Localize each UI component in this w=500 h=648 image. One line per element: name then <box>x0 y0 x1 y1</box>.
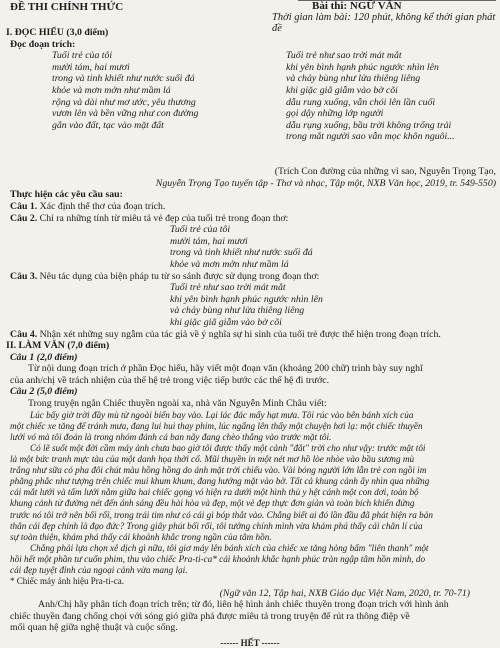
excerpt-line: hồi hết một phần tư cuốn phim, thu vào chiếc Pra-ti-ca* cái khoảnh khắc hạnh phúc tràn ngập tâm hồn mình, do <box>10 553 426 564</box>
poem-line: dẫu rung xuống, vẫn chói lên lần cuối <box>286 96 436 108</box>
poem-line: dẫu rụng xuống, bầu trời không trống trải <box>286 119 452 131</box>
official-exam-label: ĐỀ THI CHÍNH THỨC <box>10 1 124 13</box>
excerpt-line: lưới vó mà tôi đoán là trong nhóm đánh cá ban nãy đang chèo thẳng vào trước mặt tôi. <box>10 431 332 442</box>
excerpt-line: khi yên bình hạnh phúc ngước nhìn lên <box>170 293 323 305</box>
reading-intro: Đọc đoạn trích: <box>10 38 76 50</box>
question-2-excerpt <box>0 224 500 270</box>
poem-line: mười tám, hai mươi <box>52 61 130 73</box>
excerpt-line: Chẳng phải lựa chọn xê dịch gì nữa, tôi giơ máy lên bánh xích của chiếc xe tăng hỏng bấm "liên thanh" một <box>30 542 429 553</box>
poem-line: Tuổi trẻ như sao trời mát mắt <box>286 50 402 62</box>
subject-label: Bài thi: NGỮ VĂN <box>312 0 402 12</box>
exam-content <box>0 27 500 634</box>
excerpt-line: trắng như sữa có pha đôi chút màu hồng hồng do ánh mặt trời chiếu vào. Vài bóng người lớn lẫn trẻ con ngồi im <box>10 465 427 476</box>
time-limit: Thời gian làm bài: 120 phút, không kể thời gian phát đề <box>272 12 496 34</box>
poem-right-column <box>286 50 455 143</box>
excerpt-line: khi giặc giã giẫm vào bờ cõi <box>170 316 282 328</box>
poem-line: vươn lên và bền vững như con đường <box>52 108 199 120</box>
excerpt-line: Tuổi trẻ của tôi <box>170 224 231 236</box>
prompt-line: mối quan hệ giữa nghệ thuật và cuộc sống. <box>10 622 178 634</box>
story-excerpt <box>0 410 500 576</box>
excerpt-line: phăng phắc như tượng trên chiếc mui khum khum, đang hướng mặt vào bờ. Tất cả khung cảnh ấy nhìn qua những <box>10 476 430 487</box>
poem-line: rộng và dài như mơ ước, yêu thương <box>52 96 196 108</box>
poem-line: trong và tinh khiết như nước suối đá <box>52 73 195 85</box>
excerpt-line: là một bức tranh mực tàu của một danh họa thời cổ. Mũi thuyền in một nét mơ hồ lòe nhòe vào bầu sương mù <box>10 454 415 465</box>
excerpt-line: cái mắt lưới và tấm lưới nằm giữa hai chiếc gọng vó hiện ra dưới một hình thù y hệt cánh một con dơi, toàn bộ <box>10 487 419 498</box>
excerpt-line: khung cảnh từ đường nét đến ánh sáng đều hài hòa và đẹp, một vẻ đẹp thực đơn giản và toàn bích khiến đứng <box>10 498 415 509</box>
poem-source-1: (Trích Con đường của những vì sao, Nguyễn Trọng Tạo, <box>274 166 496 178</box>
excerpt-line: mười tám, hai mươi <box>170 235 248 247</box>
part1-title: I. ĐỌC HIỂU (3,0 điểm) <box>6 27 109 38</box>
excerpt-line: cái đẹp tuyệt đỉnh của ngoại cảnh vừa mang lại. <box>10 564 188 575</box>
poem-line: khi giặc giã giẫm vào bờ cõi <box>286 84 398 96</box>
poem-line: Tuổi trẻ của tôi <box>52 50 113 62</box>
essay-question-1-line-1: Từ nội dung đoạn trích ở phần Đọc hiểu, hãy viết một đoạn văn (khoảng 200 chữ) trình bày suy nghĩ <box>28 363 423 375</box>
essay-question-1-title: Câu 1 (2,0 điểm) <box>10 351 78 363</box>
excerpt-source: (Ngữ văn 12, Tập hai, NXB Giáo dục Việt Nam, 2020, tr. 70-71) <box>219 587 470 599</box>
essay-question-1-line-2: của anh/chị về trách nhiệm của thế hệ trẻ trong việc tiếp bước các thế hệ đi trước. <box>10 374 330 386</box>
excerpt-line: trước nó tôi trở nên bối rối, trong trái tim như có cái gì bóp thắt vào. Chẳng biết ai đó lần đầu đã phát hiện ra bản <box>10 509 433 520</box>
question-3-excerpt <box>0 282 500 328</box>
question-2: Câu 2. Chỉ ra những tính từ miêu tả vẻ đẹp của tuổi trẻ trong đoạn thơ: <box>10 212 289 224</box>
excerpt-line: trong và tinh khiết như nước suối đá <box>170 247 313 259</box>
poem-line: khi yên bình hạnh phúc ngước nhìn lên <box>286 61 439 73</box>
task-heading: Thực hiện các yêu cầu sau: <box>10 189 123 201</box>
part2-title: II. LÀM VĂN (7,0 điểm) <box>6 340 110 352</box>
poem-line: và chảy bùng như lửa thiêng liêng <box>286 73 421 85</box>
excerpt-line: thân cái đẹp chính là đạo đức? Trong giây phút bối rối, tôi tưởng chính mình vừa khám phá thấy cái chân lí của <box>10 520 423 531</box>
end-marker: ------ HẾT ------ <box>220 638 280 648</box>
poem-line: gắn vào đất, tạc vào mặt đất <box>52 119 164 131</box>
excerpt-line: sự toàn thiện, khám phá thấy cái khoảnh khắc trong ngần của tâm hồn. <box>10 531 272 542</box>
question-3: Câu 3. Nêu tác dụng của biện pháp tu từ so sánh được sử dụng trong đoạn thơ: <box>10 270 320 282</box>
prompt-line: Anh/Chị hãy phân tích đoạn trích trên; từ đó, liên hệ hình ảnh chiếc thuyền trong đoạn trích với hình ảnh <box>38 599 449 611</box>
question-4: Câu 4. Nhận xét những suy ngẫm của tác giả về ý nghĩa sự hi sinh của tuổi trẻ được thể hiện trong đoạn trích. <box>10 328 441 340</box>
excerpt-line: Lúc bấy giờ trời đầy mù từ ngoài biển bay vào. Lại lác đác mấy hạt mưa. Tôi rúc vào bên bánh xích của <box>30 409 414 420</box>
excerpt-line: Có lẽ suốt một đời cầm máy ảnh chưa bao giờ tôi được thấy một cảnh "đắt" trời cho như vậy: trước mặt tôi <box>30 442 426 453</box>
poem-line: gọi dậy những lớp người <box>286 108 384 120</box>
essay-question-2-intro: Trong truyện ngắn Chiếc thuyền ngoài xa, nhà văn Nguyễn Minh Châu viết: <box>28 398 327 410</box>
poem-left-column <box>52 50 198 131</box>
excerpt-line: một chiếc xe tăng để tránh mưa, đang lui hui thay phim, lúc ngẩng lên thấy một chuyện hơi lạ: một chiếc thuyền <box>10 420 423 431</box>
poem-line: khỏe và mơn mởn như mầm lá <box>52 84 171 96</box>
excerpt-line: khỏe và mơn mởn như mầm lá <box>170 258 289 270</box>
poem-line: trong mắt người sao vẫn mọc khôn nguôi... <box>286 131 455 143</box>
excerpt-line: Tuổi trẻ như sao trời mát mắt <box>170 282 286 294</box>
excerpt-line: và chảy bùng như lửa thiêng liêng <box>170 305 305 317</box>
footnote: * Chiếc máy ảnh hiệu Pra-ti-ca. <box>10 576 124 587</box>
prompt-line: chiếc thuyền đang chống chọi với sóng gió giữa phá được miêu tả trong truyện để rút ra thông điệp về <box>10 610 410 622</box>
poem-source-2: Nguyễn Trọng Tạo tuyển tập - Thơ và nhạc, Tập một, NXB Văn học, 2019, tr. 549-550) <box>155 177 496 189</box>
poem-block <box>0 50 500 166</box>
essay-question-2-prompt <box>0 599 500 634</box>
question-1: Câu 1. Xác định thể thơ của đoạn trích. <box>10 200 166 212</box>
essay-question-2-title: Câu 2 (5,0 điểm) <box>10 386 78 398</box>
